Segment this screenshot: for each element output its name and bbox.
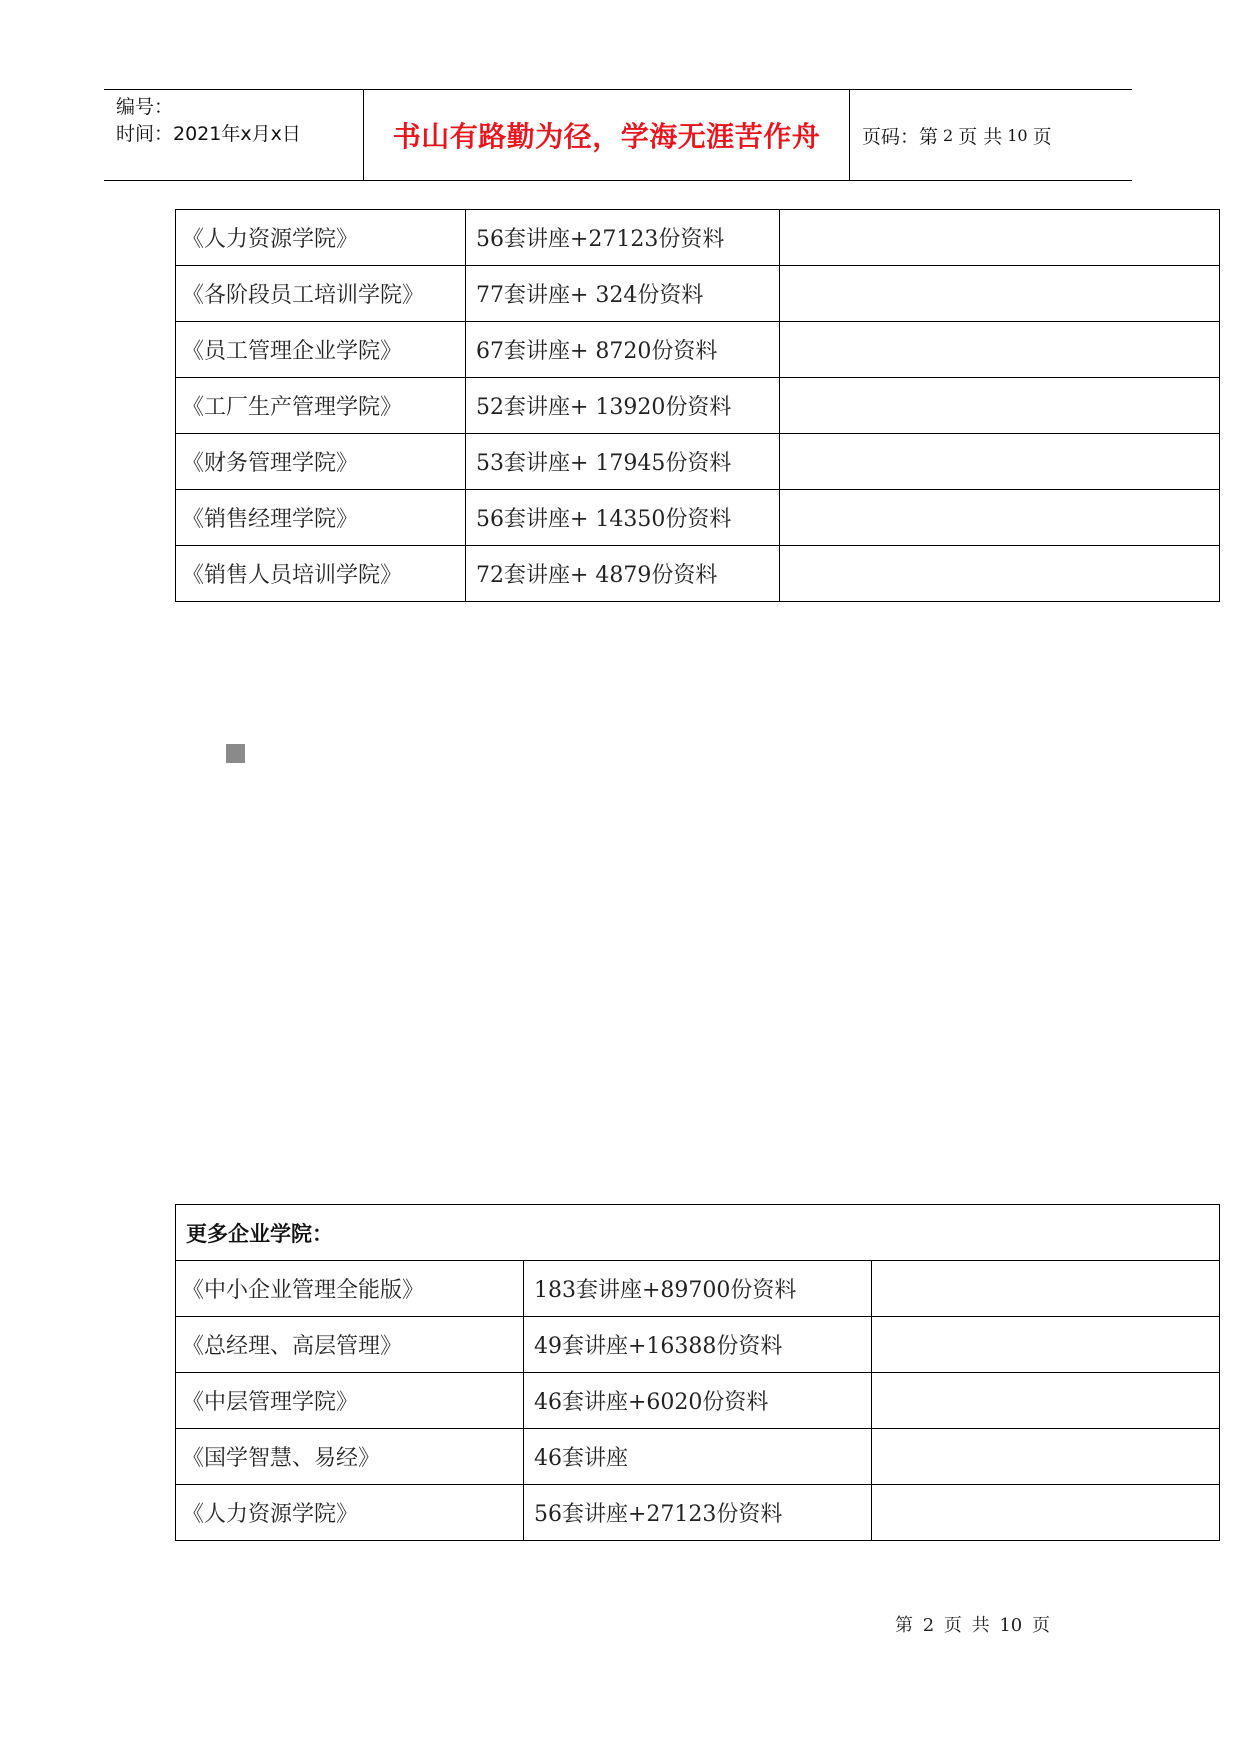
table-row xyxy=(176,490,1220,546)
number-label: 编号： xyxy=(116,96,174,118)
course-count: 53套讲座+ 17945份资料 xyxy=(466,434,780,490)
course-extra xyxy=(780,434,1220,490)
header-motto: 书山有路勤为径，学海无涯苦作舟 xyxy=(364,90,850,180)
course-count: 67套讲座+ 8720份资料 xyxy=(466,322,780,378)
table-heading: 更多企业学院： xyxy=(176,1205,1220,1261)
course-count: 56套讲座+ 14350份资料 xyxy=(466,490,780,546)
course-count: 56套讲座+27123份资料 xyxy=(466,210,780,266)
course-extra xyxy=(780,266,1220,322)
course-extra xyxy=(780,546,1220,602)
course-count: 56套讲座+27123份资料 xyxy=(524,1485,872,1541)
course-name: 《总经理、高层管理》 xyxy=(176,1317,524,1373)
page-header xyxy=(104,89,1132,181)
course-name: 《财务管理学院》 xyxy=(176,434,466,490)
course-extra xyxy=(872,1373,1220,1429)
course-name: 《销售人员培训学院》 xyxy=(176,546,466,602)
course-name: 《国学智慧、易经》 xyxy=(176,1429,524,1485)
header-page-info xyxy=(850,90,1132,180)
course-table-more xyxy=(175,1204,1220,1541)
course-extra xyxy=(780,490,1220,546)
course-extra xyxy=(872,1485,1220,1541)
table-row xyxy=(176,1317,1220,1373)
image-placeholder-square xyxy=(226,744,245,763)
table-row xyxy=(176,378,1220,434)
table-row xyxy=(176,1261,1220,1317)
course-count: 46套讲座+6020份资料 xyxy=(524,1373,872,1429)
table-row xyxy=(176,1373,1220,1429)
course-name: 《人力资源学院》 xyxy=(176,210,466,266)
course-count: 72套讲座+ 4879份资料 xyxy=(466,546,780,602)
table-row xyxy=(176,1485,1220,1541)
course-name: 《工厂生产管理学院》 xyxy=(176,378,466,434)
course-count: 52套讲座+ 13920份资料 xyxy=(466,378,780,434)
course-table-top xyxy=(175,209,1220,602)
table-row xyxy=(176,546,1220,602)
table-row xyxy=(176,322,1220,378)
page-prefix: 页码：第 xyxy=(862,125,939,148)
time-label: 时间：2021年x月x日 xyxy=(116,123,301,145)
page-middle: 页 共 xyxy=(958,125,1003,148)
table-row xyxy=(176,210,1220,266)
course-extra xyxy=(872,1317,1220,1373)
table-row xyxy=(176,434,1220,490)
course-extra xyxy=(780,322,1220,378)
course-extra xyxy=(780,378,1220,434)
page-footer: 第 2 页 共 10 页 xyxy=(895,1615,1050,1636)
table-heading-row xyxy=(176,1205,1220,1261)
course-name: 《销售经理学院》 xyxy=(176,490,466,546)
course-name: 《各阶段员工培训学院》 xyxy=(176,266,466,322)
course-extra xyxy=(872,1261,1220,1317)
header-meta xyxy=(104,90,364,180)
course-extra xyxy=(780,210,1220,266)
course-name: 《员工管理企业学院》 xyxy=(176,322,466,378)
page-total: 10 xyxy=(1007,125,1028,145)
course-name: 《中层管理学院》 xyxy=(176,1373,524,1429)
course-count: 183套讲座+89700份资料 xyxy=(524,1261,872,1317)
course-extra xyxy=(872,1429,1220,1485)
course-count: 77套讲座+ 324份资料 xyxy=(466,266,780,322)
course-name: 《中小企业管理全能版》 xyxy=(176,1261,524,1317)
course-count: 46套讲座 xyxy=(524,1429,872,1485)
course-name: 《人力资源学院》 xyxy=(176,1485,524,1541)
course-count: 49套讲座+16388份资料 xyxy=(524,1317,872,1373)
table-row xyxy=(176,1429,1220,1485)
page-current: 2 xyxy=(943,125,954,145)
table-row xyxy=(176,266,1220,322)
page-suffix: 页 xyxy=(1032,125,1052,148)
